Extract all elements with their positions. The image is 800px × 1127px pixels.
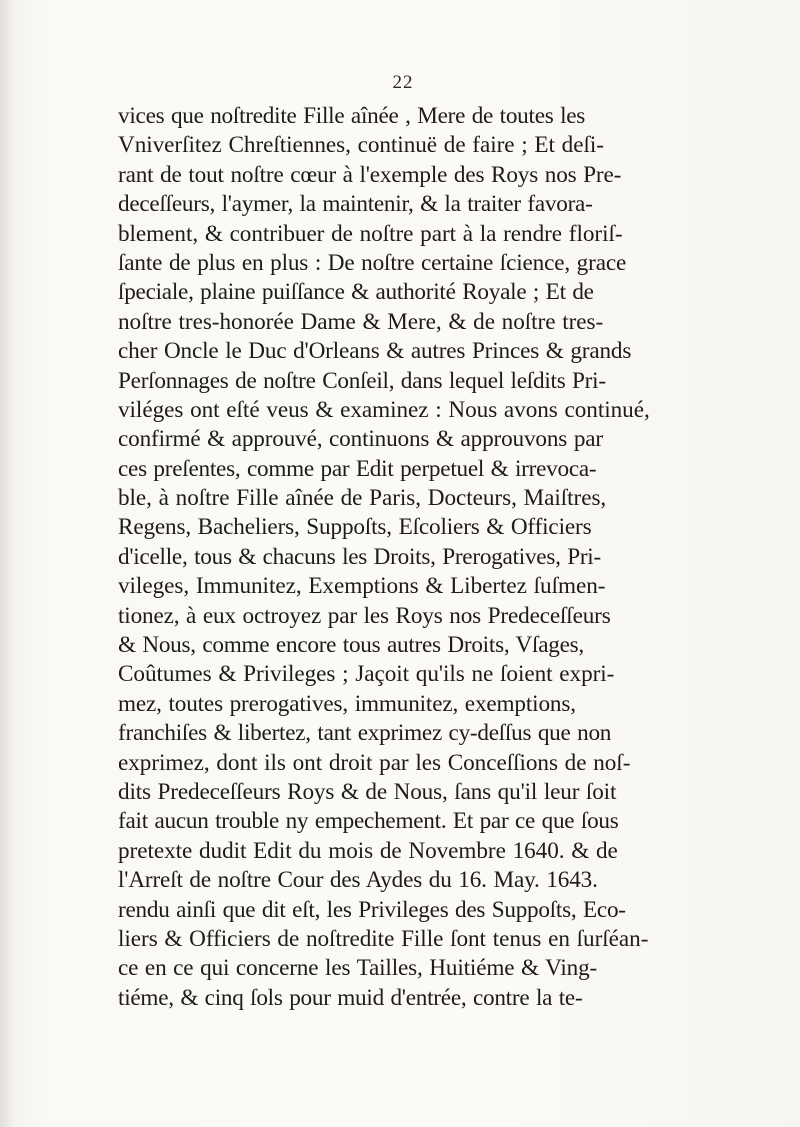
text-line: vices que noſtredite Fille aînée , Mere de toutes les: [118, 103, 586, 129]
text-line: & Nous, comme encore tous autres Droits, Vſages,: [118, 632, 584, 659]
text-line: ſpeciale, plaine puiſſance & authorité Royale ; Et de: [118, 279, 594, 306]
body-text: [118, 102, 798, 1013]
text-line: ce en ce qui concerne les Tailles, Huitiéme & Ving-: [118, 955, 598, 982]
text-line: Perſonnages de noſtre Conſeil, dans lequel leſdits Pri-: [118, 367, 606, 394]
text-line: Regens, Bacheliers, Suppoſts, Eſcoliers & Officiers: [118, 514, 592, 541]
text-line: Coûtumes & Privileges ; Jaçoit qu'ils ne ſoient expri-: [118, 661, 615, 688]
text-line: deceſſeurs, l'aymer, la maintenir, & la traiter favora-: [118, 191, 593, 218]
text-line: rendu ainſi que dit eſt, les Privileges des Suppoſts, Eco-: [118, 896, 626, 923]
text-line: tiéme, & cinq ſols pour muid d'entrée, contre la te-: [118, 984, 583, 1011]
text-line: tionez, à eux octroyez par les Roys nos Predeceſſeurs: [118, 602, 611, 629]
text-line: vileges, Immunitez, Exemptions & Libertez ſuſmen-: [118, 573, 606, 600]
text-line: ſante de plus en plus : De noſtre certaine ſcience, grace: [118, 249, 627, 276]
text-line: dits Predeceſſeurs Roys & de Nous, ſans qu'il leur ſoit: [118, 778, 617, 805]
text-line: pretexte dudit Edit du mois de Novembre 1640. & de: [118, 837, 618, 864]
text-line: franchiſes & libertez, tant exprimez cy-deſſus que non: [118, 720, 612, 747]
page-number: 22: [392, 72, 414, 93]
text-line: mez, toutes prerogatives, immunitez, exemptions,: [118, 690, 576, 717]
text-line: exprimez, dont ils ont droit par les Conceſſions de noſ-: [118, 749, 631, 776]
text-line: noſtre tres-honorée Dame & Mere, & de noſtre tres-: [118, 308, 604, 335]
text-line: cher Oncle le Duc d'Orleans & autres Princes & grands: [118, 338, 632, 365]
text-line: ble, à noſtre Fille aînée de Paris, Docteurs, Maiſtres,: [118, 485, 607, 512]
text-line: fait aucun trouble ny empechement. Et par ce que ſous: [118, 808, 619, 835]
text-line: ces preſentes, comme par Edit perpetuel & irrevoca-: [118, 455, 597, 482]
text-line: d'icelle, tous & chacuns les Droits, Prerogatives, Pri-: [118, 543, 601, 570]
text-line: Vniverſitez Chreſtiennes, continuë de faire ; Et deſi-: [118, 132, 604, 159]
gutter-shadow: [0, 0, 14, 1127]
text-line: liers & Officiers de noſtredite Fille ſont tenus en ſurſéan-: [118, 925, 649, 952]
text-line: l'Arreſt de noſtre Cour des Aydes du 16. May. 1643.: [118, 867, 598, 894]
text-line: viléges ont eſté veus & examinez : Nous avons continué,: [118, 396, 650, 423]
text-line: rant de tout noſtre cœur à l'exemple des Roys nos Pre-: [118, 161, 622, 188]
text-line: confirmé & approuvé, continuons & approuvons par: [118, 426, 603, 453]
text-line: blement, & contribuer de noſtre part à la rendre floriſ-: [118, 220, 623, 247]
